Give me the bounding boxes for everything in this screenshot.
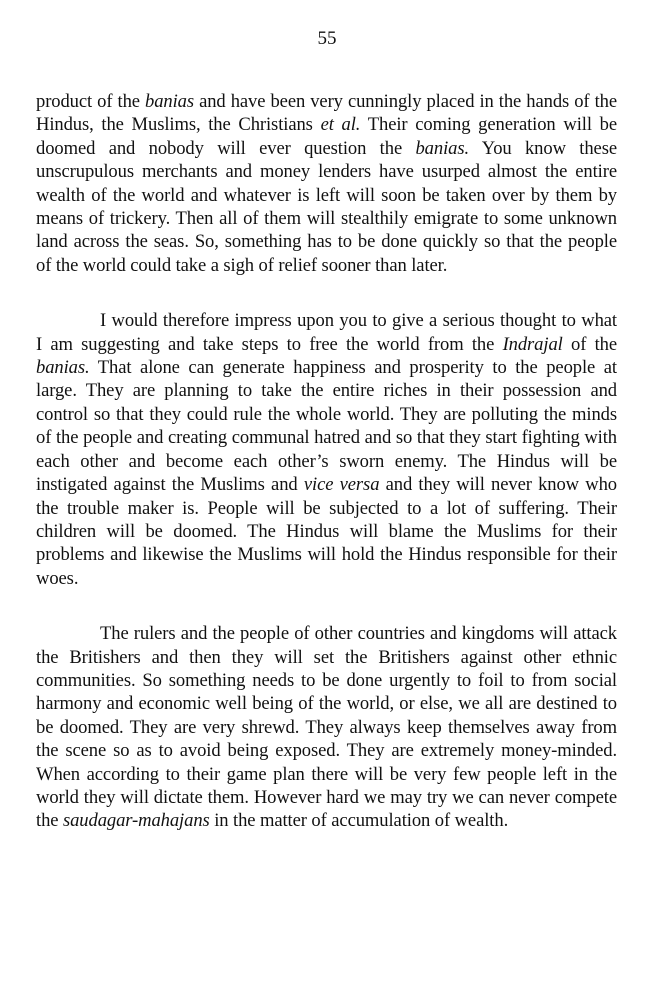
paragraph-3: [36, 622, 617, 833]
paragraph-2: [36, 309, 617, 590]
page-number: 55: [317, 28, 337, 49]
text-run: and have been very cunningly placed in the hands of the Hindus, the Muslims, the Christians: [36, 91, 617, 136]
italic-term: et al.: [320, 114, 361, 136]
text-run: The rulers and the people of other countries and kingdoms will attack the Britishers and then they will set the Britishers against other ethnic communities. So something needs to be done urgently to foil to from social harmony and economic well being of the world, or else, we all are destined to be doomed. They are very shrewd. They always keep themselves away from the scene so as to avoid being exposed. They are extremely money-minded. When according to their game plan there will be very few people left in the world they will dictate them. However hard we may try we can never compete the: [36, 623, 617, 832]
italic-term: saudagar-mahajans: [62, 810, 210, 832]
italic-term: banias.: [415, 137, 470, 159]
text-run: in the matter of accumulation of wealth.: [209, 810, 509, 832]
text-run: product of the: [36, 91, 146, 112]
italic-term: Indrajal: [502, 333, 563, 355]
text-run: I would therefore impress upon you to give a serious thought to what I am suggesting and take steps to free the world from the: [36, 310, 617, 355]
italic-term: banias: [145, 91, 195, 112]
text-run: of the: [562, 333, 617, 355]
paragraph-1: [36, 90, 617, 277]
italic-term: vice versa: [303, 474, 380, 496]
body-text: [36, 90, 617, 833]
text-run: and they will never know who the trouble maker is. People will be subjected to a lot of suffering. Their children will be doomed. The Hindus will blame the Muslims for their problems and likewise the Muslims will hold the Hindus responsible for their woes.: [36, 474, 617, 589]
italic-term: banias.: [36, 357, 90, 379]
text-run: That alone can generate happiness and prosperity to the people at large. They are planning to take the entire riches in their possession and control so that they could rule the whole world. They are polluting the minds of the people and creating communal hatred and so that they start fighting with each other and become each other’s sworn enemy. The Hindus will be instigated against the Muslims and: [36, 357, 617, 496]
text-run: Their coming generation will be doomed and nobody will ever question the: [36, 114, 617, 159]
text-run: You know these unscrupulous merchants and money lenders have usurped almost the entire wealth of the world and whatever is left will soon be taken over by them by means of trickery. Then all of them will stealthily emigrate to some unknown land across the seas. So, something has to be done quickly so that the people of the world could take a sigh of relief sooner than later.: [36, 137, 617, 276]
